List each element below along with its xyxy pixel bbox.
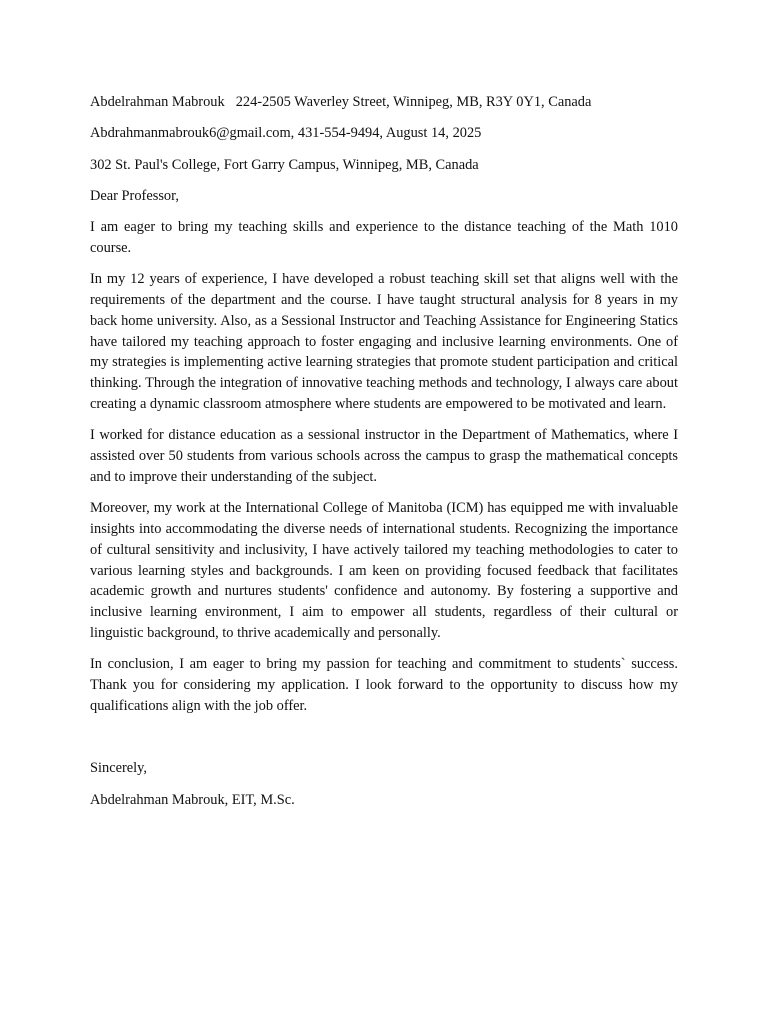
- sender-address: 224-2505 Waverley Street, Winnipeg, MB, R3Y 0Y1, Canada: [235, 94, 592, 110]
- sender-name: Abdelrahman Mabrouk: [90, 94, 225, 110]
- letter-page: [90, 92, 678, 821]
- recipient-address: 302 St. Paul's College, Fort Garry Campus, Winnipeg, MB, Canada: [90, 156, 479, 173]
- paragraph-conclusion: In conclusion, I am eager to bring my passion for teaching and commitment to students` success. Thank you for considering my application. I look forward to the opportunity to discuss how my qualifications align with the job offer.: [90, 656, 678, 714]
- paragraph-intro: I am eager to bring my teaching skills and experience to the distance teaching of the Math 1010 course.: [90, 219, 678, 256]
- signature: Abdelrahman Mabrouk, EIT, M.Sc.: [90, 791, 295, 808]
- paragraph-experience: In my 12 years of experience, I have developed a robust teaching skill set that aligns well with the requirements of the department and the course. I have taught structural analysis for 8 years in my back home university. Also, as a Sessional Instructor and Teaching Assistance for Engineering Statics have tailored my teaching approach to foster engaging and inclusive learning environments. One of my strategies is implementing active learning strategies that promote student participation and critical thinking. Through the integration of innovative teaching methods and technology, I always care about creating a dynamic classroom atmosphere where students are empowered to be motivated and learn.: [90, 271, 678, 413]
- paragraph-distance-education: I worked for distance education as a sessional instructor in the Department of Mathematics, where I assisted over 50 students from various schools across the campus to grasp the mathematical concepts and to improve their understanding of the subject.: [90, 427, 678, 485]
- sender-contact: Abdrahmanmabrouk6@gmail.com, 431-554-9494, August 14, 2025: [90, 125, 482, 142]
- paragraph-icm: Moreover, my work at the International College of Manitoba (ICM) has equipped me with invaluable insights into accommodating the diverse needs of international students. Recognizing the importance of cultural sensitivity and inclusivity, I have actively tailored my teaching methodologies to cater to various learning styles and backgrounds. I am keen on providing focused feedback that facilitates academic growth and nurtures students' confidence and autonomy. By fostering a supportive and inclusive learning environment, I aim to empower all students, regardless of their cultural or linguistic background, to thrive academically and personally.: [90, 500, 678, 642]
- closing: Sincerely,: [90, 760, 148, 777]
- closing-gap: [90, 727, 678, 758]
- sender-line: [90, 92, 678, 113]
- salutation: Dear Professor,: [90, 187, 179, 204]
